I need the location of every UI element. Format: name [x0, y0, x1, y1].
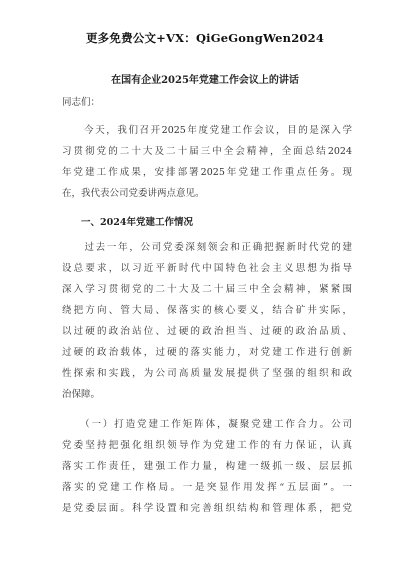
intro-line: 年党建工作成果，安排部署2025年党建工作重点任务。现 [62, 167, 352, 178]
paragraph-line: 设总要求，以习近平新时代中国特色社会主义思想为指导 [62, 263, 352, 274]
section-heading: 一、2024年党建工作情况 [62, 217, 193, 228]
subsection-line: 落实的党建工作格局。一是突显作用发挥“五层面”。一 [62, 482, 352, 493]
intro-line: 习贯彻党的二十大及二十届三中全会精神，全面总结2024 [62, 146, 352, 157]
paragraph-line: 性探索和实践，为公司高质量发展提供了坚强的组织和政 [62, 368, 352, 379]
document-title: 在国有企业2025年党建工作会议上的讲话 [111, 75, 299, 86]
paragraph-line: 过硬的政治载体，过硬的落实能力，对党建工作进行创新 [62, 347, 352, 358]
intro-line: 在，我代表公司党委讲两点意见。 [62, 188, 205, 199]
subsection-line: 党委坚持把强化组织领导作为党建工作的有力保证，认真 [62, 440, 352, 451]
intro-line: 今天，我们召开2025年度党建工作会议，目的是深入学 [62, 125, 352, 136]
paragraph-line: 过去一年，公司党委深刻领会和正确把握新时代党的建 [62, 242, 352, 253]
paragraph-line: 以过硬的政治站位、过硬的政治担当、过硬的政治品质、 [62, 326, 352, 337]
paragraph-line: 治保障。 [62, 389, 101, 400]
promo-banner: 更多免费公文+VX：QiGeGongWen2024 [85, 31, 325, 45]
subsection-line: 落实工作责任，建强工作力量，构建一级抓一级、层层抓 [62, 461, 352, 472]
paragraph-line: 绕把方向、管大局、保落实的核心要义，结合矿井实际， [62, 305, 352, 316]
paragraph-line: 深入学习贯彻党的二十大及二十届三中全会精神，紧紧围 [62, 284, 352, 295]
subsection-line: （一）打造党建工作矩阵体，凝聚党建工作合力。公司 [62, 419, 352, 430]
salutation: 同志们： [62, 97, 101, 108]
subsection-line: 是党委层面。科学设置和完善组织结构和管理体系，把党 [62, 503, 352, 514]
